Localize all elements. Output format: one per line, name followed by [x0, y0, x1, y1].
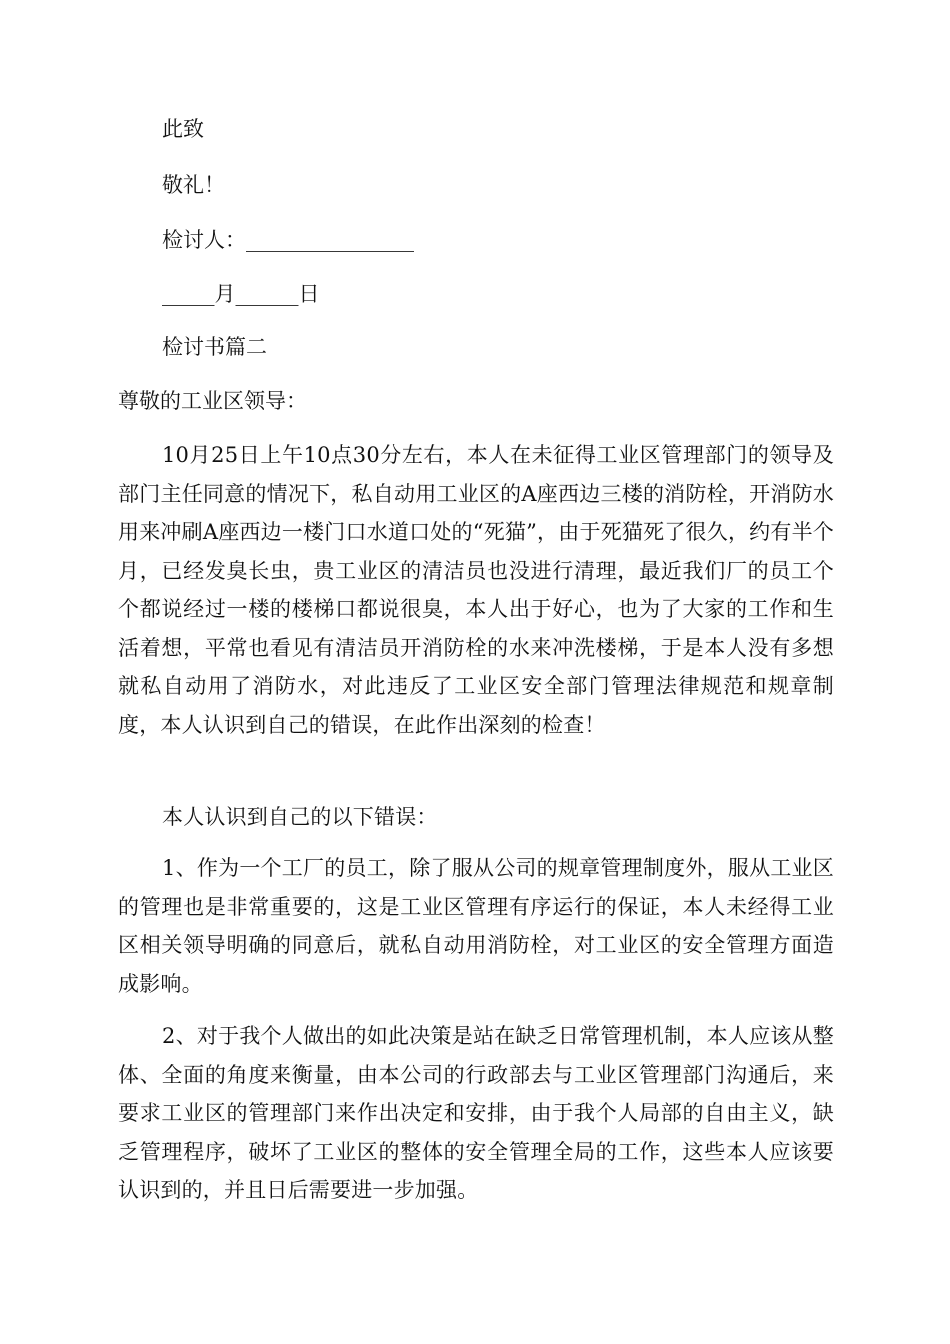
- signer-line: 检讨人：________________: [162, 228, 414, 252]
- closing-regards: 敬礼！: [162, 173, 225, 197]
- paragraph-errors-intro: 本人认识到自己的以下错误：: [162, 805, 438, 829]
- greeting: 尊敬的工业区领导：: [118, 389, 307, 413]
- paragraph-error-2: 2、对于我个人做出的如此决策是站在缺乏日常管理机制，本人应该从整体、全面的角度来衡量，由本公司的行政部去与工业区管理部门沟通后，来要求工业区的管理部门来作出决定和安排，由于我个人局部的自由主义，缺乏管理程序，破坏了工业区的整体的安全管理全局的工作，这些本人应该要认识到的，并且日后需要进一步加强。: [118, 1024, 834, 1202]
- closing-salutation: 此致: [162, 117, 204, 141]
- section-title: 检讨书篇二: [162, 335, 267, 359]
- paragraph-error-1: 1、作为一个工厂的员工，除了服从公司的规章管理制度外，服从工业区的管理也是非常重要的，这是工业区管理有序运行的保证，本人未经得工业区相关领导明确的同意后，就私自动用消防栓，对工业区的安全管理方面造成影响。: [118, 856, 834, 996]
- date-line: _____月______日: [162, 282, 320, 306]
- paragraph-incident: 10月25日上午10点30分左右，本人在未征得工业区管理部门的领导及部门主任同意的情况下，私自动用工业区的A座西边三楼的消防栓，开消防水用来冲刷A座西边一楼门口水道口处的“死猫”，由于死猫死了很久，约有半个月，已经发臭长虫，贵工业区的清洁员也没进行清理，最近我们厂的员工个个都说经过一楼的楼梯口都说很臭，本人出于好心，也为了大家的工作和生活着想，平常也看见有清洁员开消防栓的水来冲洗楼梯，于是本人没有多想就私自动用了消防水，对此违反了工业区安全部门管理法律规范和规章制度，本人认识到自己的错误，在此作出深刻的检查！: [118, 443, 834, 737]
